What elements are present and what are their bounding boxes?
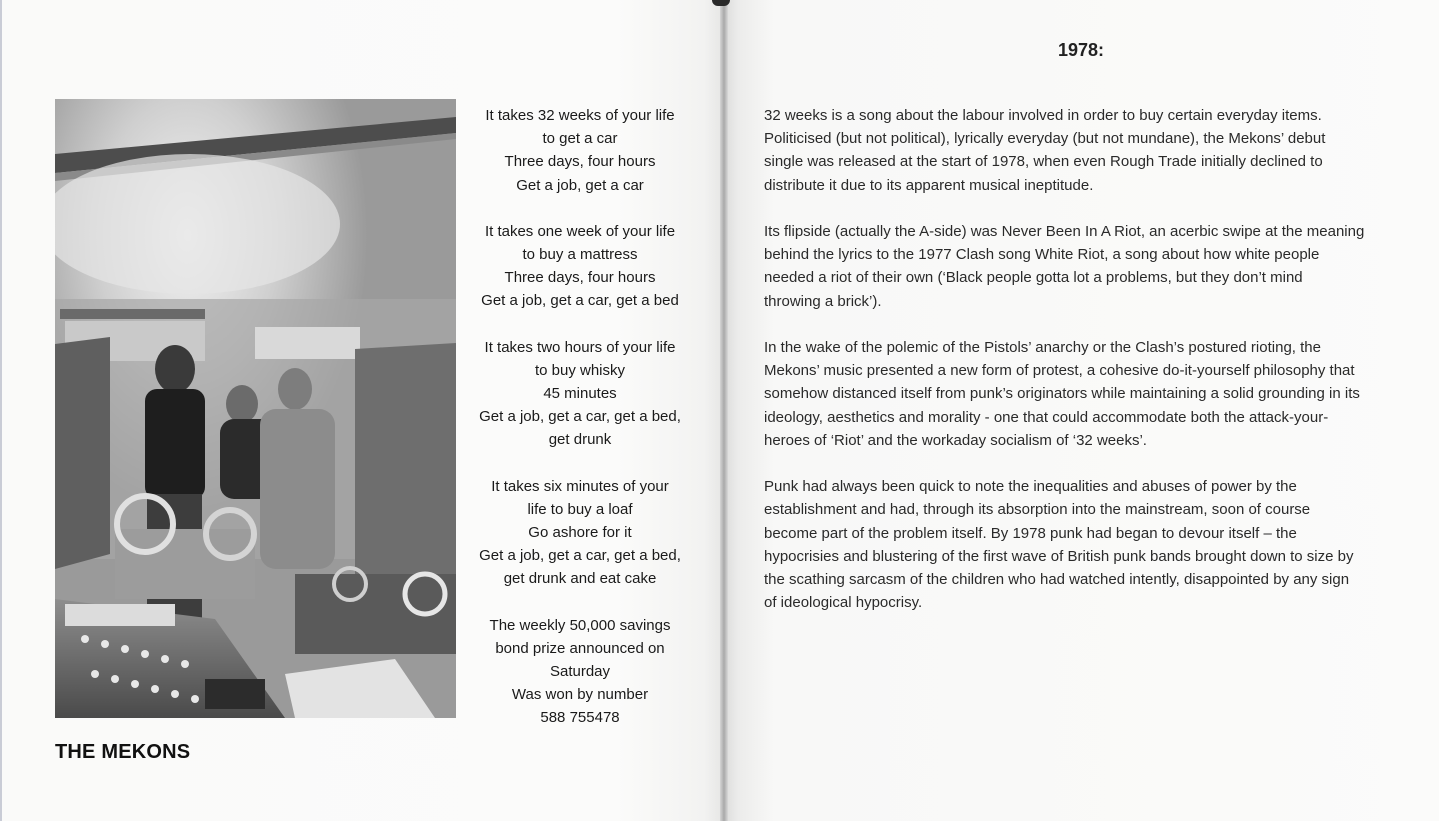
text-line: behind the lyrics to the 1977 Clash song White Riot, a song about how white people [764,246,1320,264]
text-line: 32 weeks is a song about the labour involved in order to buy certain everyday items. [764,107,1322,124]
text-line: single was released at the start of 1978, when even Rough Trade initially declined to [764,153,1323,171]
text-line: needed a riot of their own (‘Black people gotta lot a problems, but they don’t mind [764,269,1303,287]
lyric-line: Was won by number [511,686,649,704]
text-line: heroes of ‘Riot’ and the workaday socialism of ‘32 weeks’. [764,431,1147,449]
text-line: the scathing sarcasm of the children who had watched intently, disappointed by any sign [764,571,1350,589]
lyric-line: Get a job, get a car, get a bed [481,292,679,310]
lyric-line: Go ashore for it [528,524,632,542]
lyric-line: It takes one week of your life [484,222,676,240]
paragraph [764,220,1409,313]
text-line: establishment and had, through its absorption into the mainstream, soon of course [764,501,1311,519]
band-photo [55,99,456,718]
lyric-line: Get a job, get a car [516,176,644,194]
lyric-line: Get a job, get a car, get a bed, [479,408,681,426]
lyric-line: 588 755478 [540,709,620,727]
lyric-line: It takes 32 weeks of your life [485,107,675,124]
text-line: Politicised (but not political), lyrically everyday (but not mundane), the Mekons’ debut [764,130,1326,148]
lyrics-stanza [464,104,696,197]
lyric-line: It takes six minutes of your [491,477,669,495]
lyric-line: bond prize announced on [495,639,665,657]
text-line: of ideological hypocrisy. [764,594,923,612]
lyric-line: get drunk and eat cake [503,570,657,588]
lyric-line: It takes two hours of your life [484,338,676,356]
text-line: throwing a brick’). [764,292,882,310]
book-spine [720,0,728,821]
lyrics-stanza [464,614,696,730]
lyrics-stanza [464,475,696,591]
lyric-line: Get a job, get a car, get a bed, [479,547,681,565]
lyric-line: to get a car [542,130,618,148]
paragraph [764,336,1409,452]
lyric-line: 45 minutes [543,385,617,403]
text-line: somehow distanced itself from punk’s originators while maintaining a solid grounding in its [764,385,1360,403]
lyric-line: get drunk [548,431,612,449]
text-line: distribute it due to its apparent musical ineptitude. [764,176,1094,194]
lyrics [464,104,696,753]
lyric-line: Saturday [549,663,611,681]
text-line: ideology, aesthetics and morality - one that could accommodate both the attack-your- [764,408,1329,426]
paragraph [764,475,1409,614]
text-line: Mekons’ music presented a new form of protest, a cohesive do-it-yourself philosophy that [764,362,1355,380]
lyric-line: to buy a mattress [522,246,638,264]
lyric-line: to buy whisky [534,361,626,379]
article-body [764,104,1409,638]
band-name-caption: THE MEKONS [55,741,191,763]
text-line: In the wake of the polemic of the Pistols’ anarchy or the Clash’s postured rioting, the [764,339,1321,356]
text-line: become part of the problem itself. By 1978 punk had began to devour itself – the [764,524,1297,542]
band-photo-image [55,99,456,718]
lyric-line: Three days, four hours [504,269,656,287]
text-line: Its flipside (actually the A-side) was Never Been In A Riot, an acerbic swipe at the meaning [764,223,1365,240]
lyrics-stanza [464,336,696,452]
text-line: hypocrisies and blustering of the first wave of British punk bands brought down to size by [764,547,1354,565]
page-heading: 1978: [1058,40,1105,60]
lyric-line: The weekly 50,000 savings [489,616,671,634]
lyrics-stanza [464,220,696,313]
text-line: Punk had always been quick to note the inequalities and abuses of power by the [764,478,1297,496]
lyric-line: Three days, four hours [504,153,656,171]
lyric-line: life to buy a loaf [527,500,633,518]
paragraph [764,104,1409,197]
